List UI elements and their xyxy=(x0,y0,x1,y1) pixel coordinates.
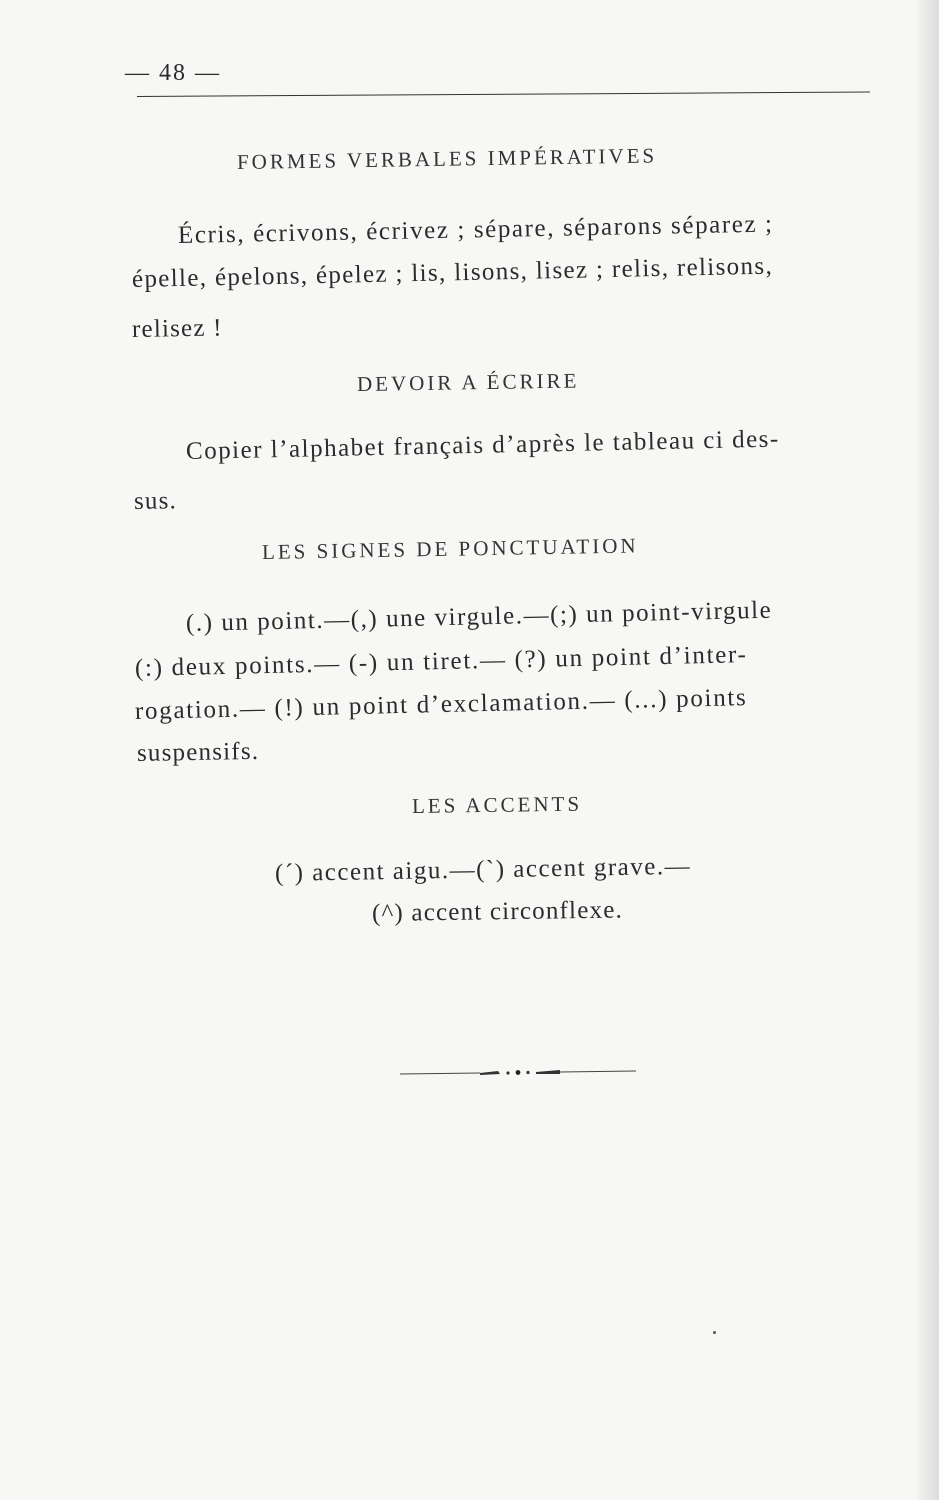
section-heading-accents: LES ACCENTS xyxy=(411,791,583,818)
header-rule xyxy=(137,92,870,97)
paragraph-line: (:) deux points.— (-) un tiret.— (?) un point d’inter- xyxy=(134,641,748,682)
paragraph-line: Écris, écrivons, écrivez ; sépare, séparons séparez ; xyxy=(177,210,774,249)
paragraph-line: (^) accent circonflexe. xyxy=(371,896,624,927)
paragraph-line: rogation.— (!) un point d’exclamation.— (...) points xyxy=(134,684,748,725)
paragraph-line: suspensifs. xyxy=(136,737,260,767)
tail-piece-ornament-icon xyxy=(400,1066,636,1080)
page-header xyxy=(125,60,870,100)
paragraph-line: épelle, épelons, épelez ; lis, lisons, lisez ; relis, relisons, xyxy=(131,252,774,293)
paragraph-line: (´) accent aigu.—(`) accent grave.— xyxy=(274,852,692,887)
section-heading-formes-verbales: FORMES VERBALES IMPÉRATIVES xyxy=(236,143,658,174)
paragraph-line: relisez ! xyxy=(131,314,223,343)
paragraph-line: Copier l’alphabet français d’après le tableau ci des- xyxy=(185,425,780,465)
page-edge-shadow xyxy=(917,0,939,1500)
paragraph-line: sus. xyxy=(133,487,178,515)
paper-speck xyxy=(713,1331,716,1334)
paragraph-line: (.) un point.—(,) une virgule.—(;) un point-virgule xyxy=(185,596,773,637)
page-number: — 48 — xyxy=(125,60,221,86)
section-heading-ponctuation: LES SIGNES DE PONCTUATION xyxy=(261,533,639,564)
section-heading-devoir: DEVOIR A ÉCRIRE xyxy=(356,368,580,396)
